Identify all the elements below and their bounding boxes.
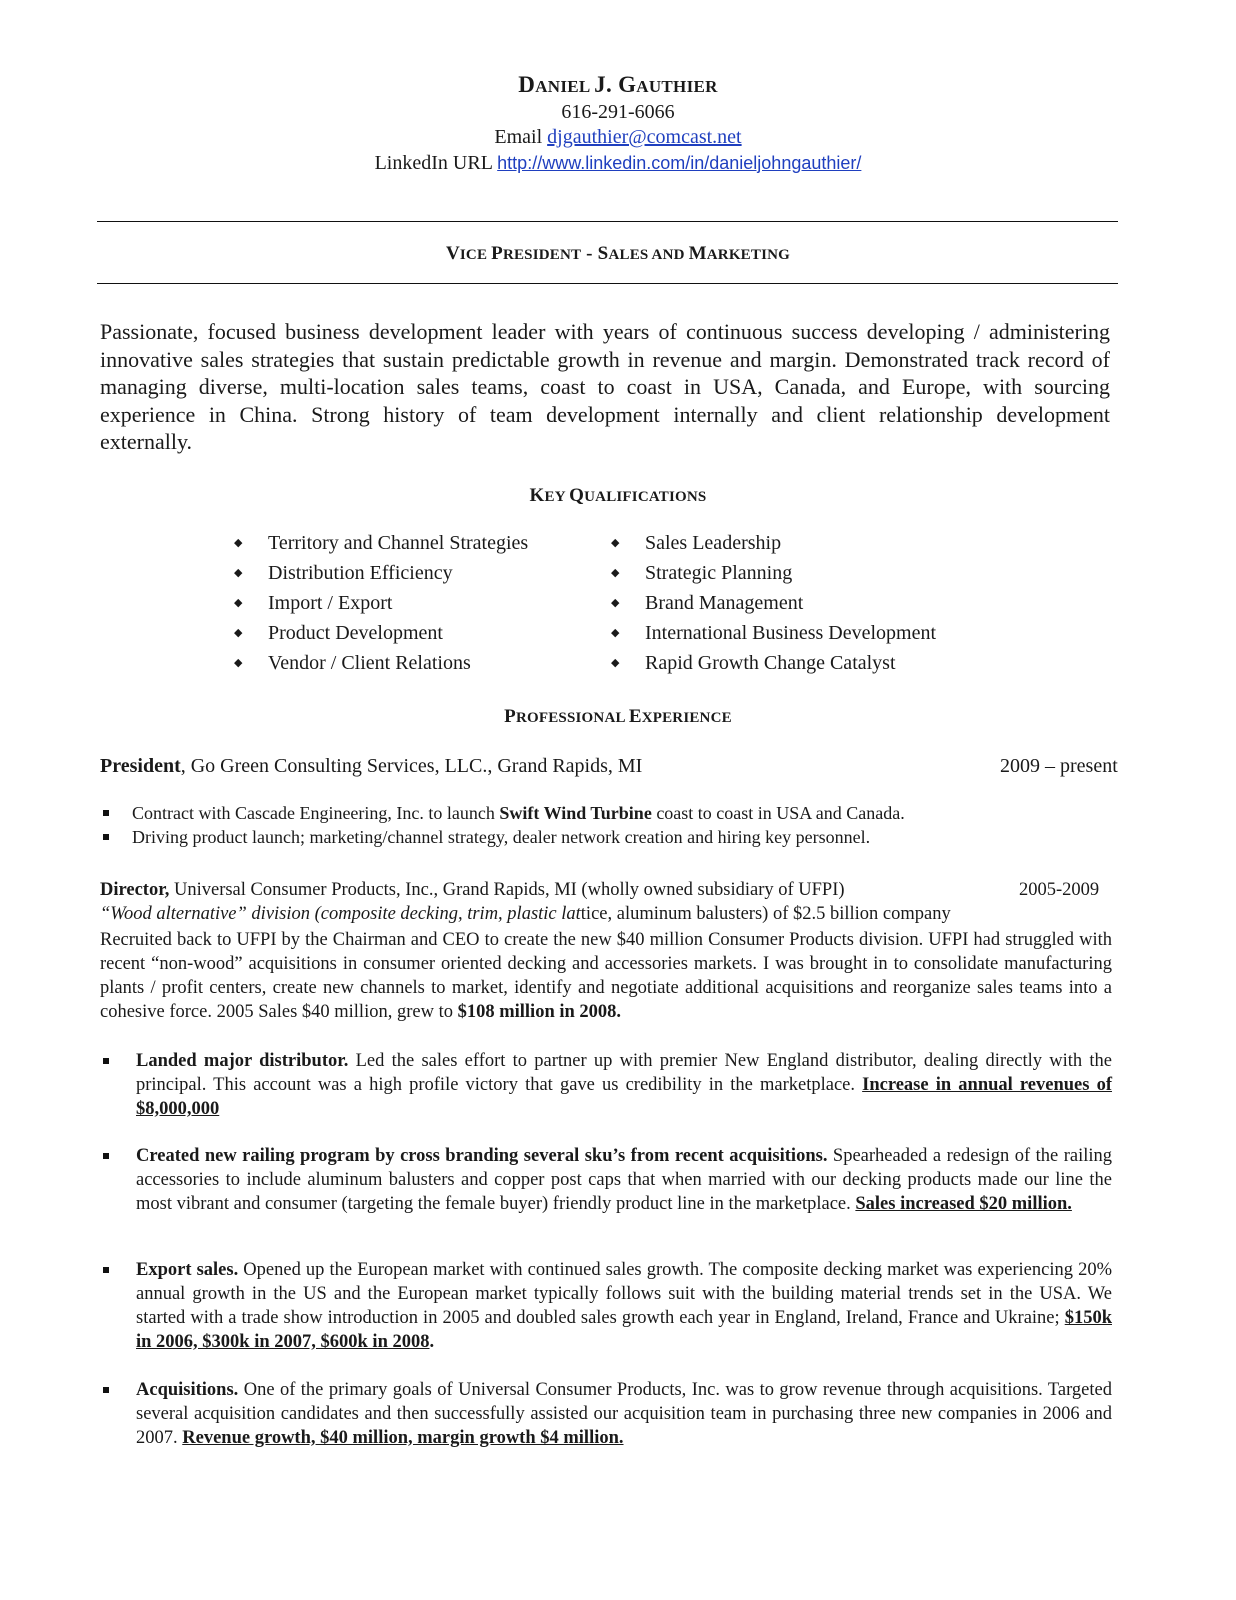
accomplishment-4: Acquisitions. One of the primary goals of Universal Consumer Products, Inc. was to grow revenue through acquisitions. Targeted several acquisition candidates and then successfully assisted our acquisition team in purchasing three new companies in 2006 and 2007. Revenue growth, $40 million, margin growth $4 million. [100, 1378, 1112, 1450]
list-item: ◆ Strategic Planning [611, 558, 936, 588]
job-role: President [100, 755, 181, 777]
list-item: ◆ Brand Management [611, 588, 936, 618]
candidate-name: DANIEL J. GAUTHIER [518, 72, 718, 97]
job-company: , Go Green Consulting Services, LLC., Grand Rapids, MI [180, 755, 643, 777]
professional-title: VICE PRESIDENT - SALES AND MARKETING [445, 243, 791, 264]
job-dates: 2009 – present [1000, 755, 1118, 777]
qualifications-left-list [234, 528, 528, 678]
top-rule [97, 221, 1118, 222]
professional-experience-heading: PROFESSIONAL EXPERIENCE [504, 706, 732, 727]
list-item: ◆ Rapid Growth Change Catalyst [611, 648, 936, 678]
email-link[interactable]: djgauthier@comcast.net [547, 126, 742, 148]
job-president-bullets [100, 801, 1110, 849]
job-company: Universal Consumer Products, Inc., Grand Rapids, MI (wholly owned subsidiary of UFPI) [169, 880, 845, 900]
division-description: “Wood alternative” division (composite decking, trim, plastic lattice, aluminum balusters) of $2.5 billion company [100, 904, 951, 924]
phone-number: 616-291-6066 [561, 101, 675, 123]
list-item: ◆ Distribution Efficiency [234, 558, 528, 588]
linkedin-link[interactable]: http://www.linkedin.com/in/danieljohngauthier/ [497, 153, 862, 173]
linkedin-line [0, 152, 1236, 175]
job-director-heading [100, 880, 845, 901]
list-item: ◆ Vendor / Client Relations [234, 648, 528, 678]
accomplishment-2: Created new railing program by cross branding several sku’s from recent acquisitions. Spearheaded a redesign of the railing accessories to include aluminum balusters and copper post caps that when married with our decking products made our line the most vibrant and consumer (targeting the female buyer) friendly product line in the marketplace. Sales increased $20 million. [100, 1144, 1112, 1216]
accomplishment-3: Export sales. Opened up the European market with continued sales growth. The composite decking market was experiencing 20% annual growth in the US and the European market typically follows suit with the building material trends set in the USA. We started with a trade show introduction in 2005 and doubled sales growth each year in England, Ireland, France and Ukraine; $150k in 2006, $300k in 2007, $600k in 2008. [100, 1258, 1112, 1354]
job-president-heading [100, 755, 642, 778]
list-item: Driving product launch; marketing/channel strategy, dealer network creation and hiring key personnel. [100, 825, 1110, 849]
qualifications-right-list [611, 528, 936, 678]
linkedin-label: LinkedIn URL [374, 152, 498, 174]
list-item: ◆ Territory and Channel Strategies [234, 528, 528, 558]
job-role: Director, [100, 880, 170, 900]
list-item: ◆ Sales Leadership [611, 528, 936, 558]
list-item: ◆ Product Development [234, 618, 528, 648]
job-dates: 2005-2009 [1019, 880, 1100, 900]
bottom-rule [97, 283, 1118, 284]
list-item: ◆ Import / Export [234, 588, 528, 618]
key-qualifications-heading: KEY QUALIFICATIONS [529, 485, 707, 506]
email-label: Email [494, 126, 548, 148]
list-item: Contract with Cascade Engineering, Inc. to launch Swift Wind Turbine coast to coast in USA and Canada. [100, 801, 1110, 825]
accomplishment-1: Landed major distributor. Led the sales effort to partner up with premier New England distributor, dealing directly with the principal. This account was a high profile victory that gave us credibility in the marketplace. Increase in annual revenues of $8,000,000 [100, 1049, 1112, 1121]
job-director-description: Recruited back to UFPI by the Chairman and CEO to create the new $40 million Consumer Products division. UFPI had struggled with recent “non-wood” acquisitions in consumer oriented decking and accessories markets. I was brought in to consolidate manufacturing plants / profit centers, create new channels to market, identify and negotiate additional acquisitions and reorganize sales teams into a cohesive force. 2005 Sales $40 million, grew to $108 million in 2008. [100, 930, 1112, 1022]
professional-summary: Passionate, focused business development leader with years of continuous success developing / administering innovative sales strategies that sustain predictable growth in revenue and margin. Demonstrated track record of managing diverse, multi-location sales teams, coast to coast in USA, Canada, and Europe, with sourcing experience in China. Strong history of team development internally and client relationship development externally. [100, 319, 1110, 454]
email-line [0, 126, 1236, 149]
list-item: ◆ International Business Development [611, 618, 936, 648]
